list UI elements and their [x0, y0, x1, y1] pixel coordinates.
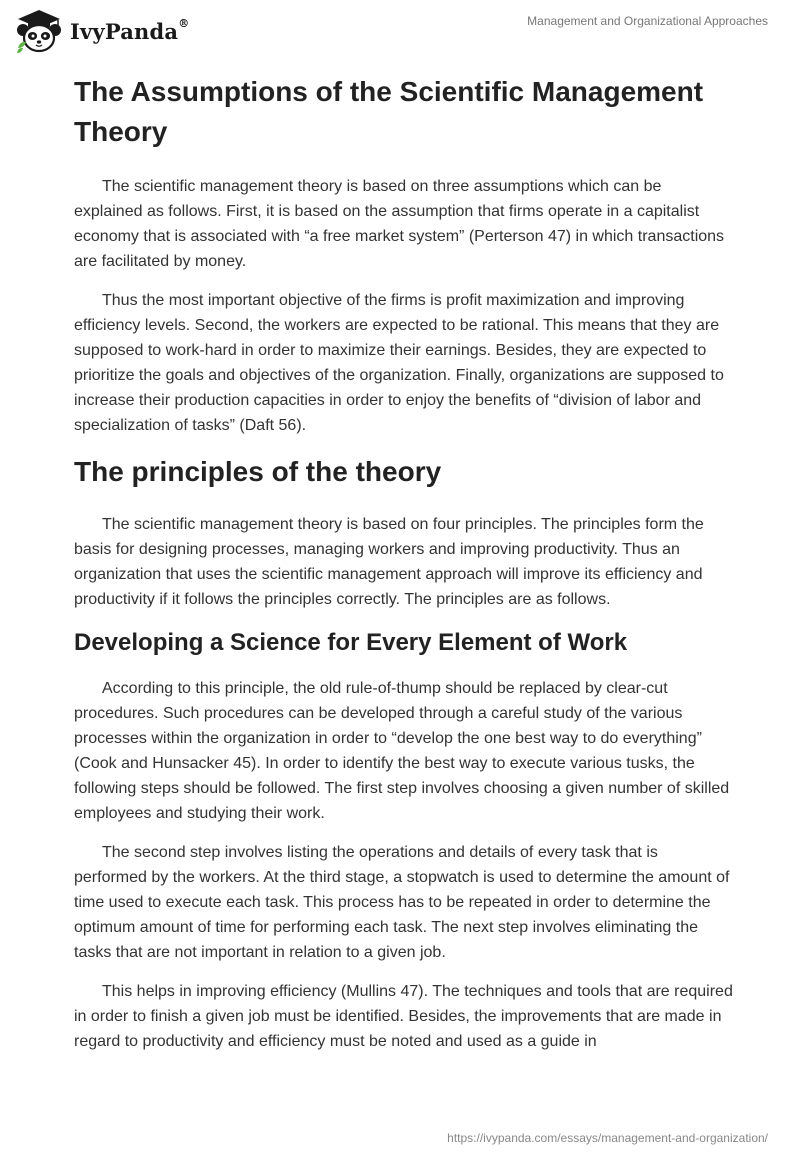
paragraph: Thus the most important objective of the firms is profit maximization and improving efficiency levels. Second, the workers are expected to be rational. This means that they are supposed to work-hard in order to maximize their earnings. Besides, they are expected to prioritize the goals and objectives of the organization. Finally, organizations are supposed to increase their production capacities in order to enjoy the benefits of “division of labor and specialization of tasks” (Daft 56). — [74, 292, 724, 434]
section-heading: The principles of the theory — [74, 456, 442, 487]
page-header — [0, 0, 800, 60]
essay-content — [74, 72, 734, 1068]
registered-mark: ® — [178, 16, 190, 30]
paragraph: The second step involves listing the operations and details of every task that is performed by the workers. At the third stage, a stopwatch is used to determine the amount of time used to execute each task. This process has to be repeated in order to determine the optimum amount of time for performing each task. The next step involves eliminating the tasks that are not important in relation to a given job. — [74, 844, 730, 961]
page-title: The Assumptions of the Scientific Management Theory — [74, 76, 704, 147]
subsection-heading: Developing a Science for Every Element of Work — [74, 629, 628, 656]
paragraph: The scientific management theory is based on four principles. The principles form the basis for designing processes, managing workers and improving productivity. Thus an organization that uses the scientific management approach will improve its efficiency and productivity if it follows the principles correctly. The principles are as follows. — [74, 516, 704, 608]
panda-graduate-icon — [14, 8, 64, 54]
paragraph: According to this principle, the old rule-of-thump should be replaced by clear-cut procedures. Such procedures can be developed through a careful study of the various processes within the organization in order to “develop the one best way to do everything” (Cook and Hunsacker 45). In order to identify the best way to execute various tusks, the following steps should be followed. The first step involves choosing a given number of skilled employees and studying their work. — [74, 680, 730, 822]
document-title: Management and Organizational Approaches — [527, 14, 768, 28]
ivypanda-logo[interactable] — [14, 8, 189, 54]
paragraph: The scientific management theory is based on three assumptions which can be explained as follows. First, it is based on the assumption that firms operate in a capitalist economy that is associated with “a free market system” (Perterson 47) in which transactions are facilitated by money. — [74, 178, 725, 270]
logo-text: IvyPanda® — [70, 16, 190, 44]
paragraph: This helps in improving efficiency (Mullins 47). The techniques and tools that are required in order to finish a given job must be identified. Besides, the improvements that are made in regard to productivity and efficiency must be noted and used as a guide in — [74, 983, 733, 1050]
source-url[interactable]: https://ivypanda.com/essays/management-and-organization/ — [447, 1131, 768, 1145]
